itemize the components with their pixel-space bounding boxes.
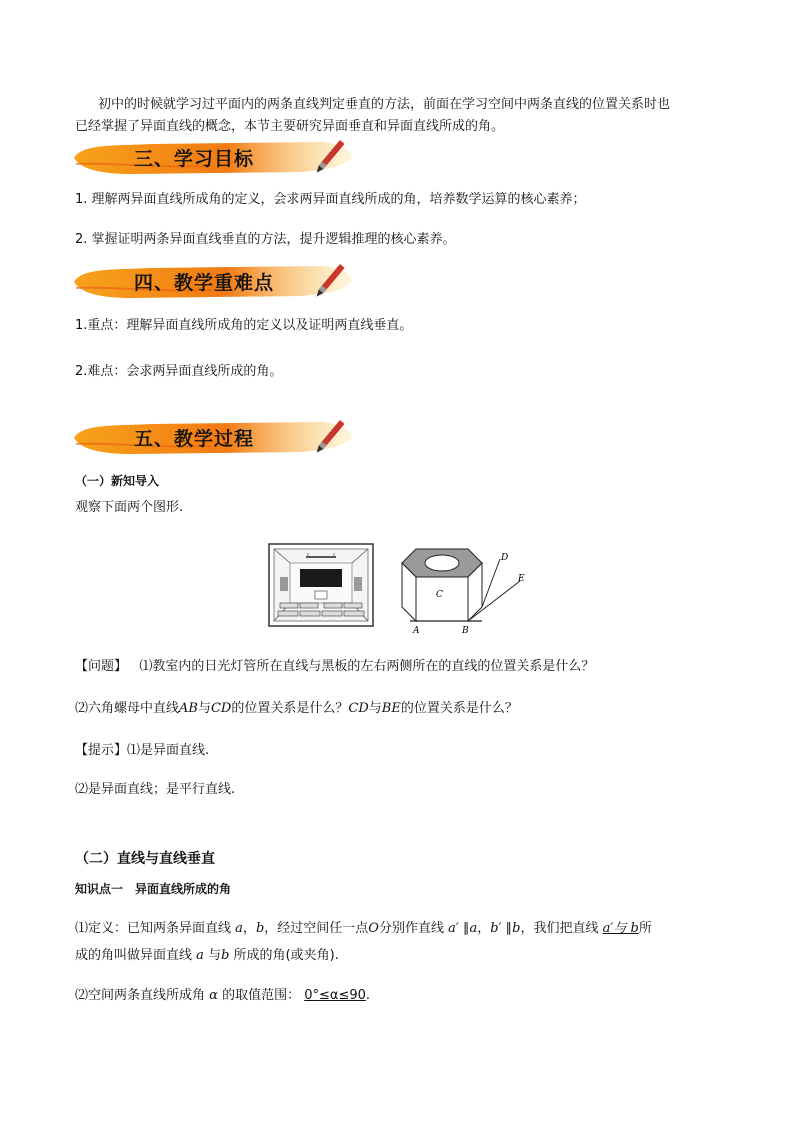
hint-line-1 [75,740,209,762]
part1-heading: （一）新知导入 [75,474,160,488]
def-text: ， [477,921,491,936]
label-c: C [436,590,443,600]
def-text: ∥ [505,921,513,936]
label-b: B [462,626,469,636]
def-var: b [255,921,265,936]
label-a: A [413,626,420,636]
goal-item-1: 1. 理解两异面直线所成角的定义，会求两异面直线所成的角，培养数学运算的核心素养； [75,192,586,207]
def-underlined: a′与 b [602,921,639,936]
label-e: E [518,574,525,584]
classroom-figure [268,543,374,627]
range-text: . [365,988,371,1003]
blackboard [300,569,342,587]
question-1: ⑴教室内的日光灯管所在直线与黑板的左右两侧所在的直线的位置关系是什么？ [139,659,595,674]
def-var: a [235,921,243,936]
def-text: ，我们把直线 [520,921,599,936]
q2-text: 与 [368,701,382,716]
question-line-2 [75,698,518,720]
observe-text: 观察下面两个图形. [75,500,184,515]
q2-text: ⑵六角螺母中直线 [75,701,180,716]
definition-line-2 [75,945,339,967]
question-line-1 [75,656,594,678]
q2-be: BE [381,701,401,716]
def-text: ， [242,921,256,936]
q2-cd: CD [348,701,369,716]
q2-text: 的位置关系是什么？ [400,701,518,716]
def-var: b [512,921,521,936]
hint-1: ⑴是异面直线. [127,743,210,758]
range-text: 的取值范围： [222,988,301,1003]
def-text: 所 [638,921,652,936]
def-text: 分别作直线 [378,921,444,936]
q2-text: 的位置关系是什么？ [231,701,349,716]
range-line [75,985,370,1007]
label-d: D [501,553,509,563]
line-cd [482,559,500,607]
section-banner-keypoints [72,262,372,302]
keypoint-item-2: 2.难点：会求两异面直线所成的角。 [75,364,283,379]
def-var: O [368,921,379,936]
knowledge-point-heading: 知识点一 异面直线所成的角 [75,882,232,896]
part2-heading: （二）直线与直线垂直 [75,851,215,867]
q2-ab: AB [179,701,198,716]
def-var: b′ [490,921,502,936]
goal-item-2: 2. 掌握证明两条异面直线垂直的方法，提升逻辑推理的核心素养。 [75,232,456,247]
intro-line-2: 已经掌握了异面直线的概念，本节主要研究异面垂直和异面直线所成的角。 [75,119,505,134]
section-title-goals: 三、学习目标 [134,148,255,170]
def-var: a [196,948,204,963]
def-var: a [469,921,478,936]
def-var: a′ [448,921,459,936]
def-text: ，经过空间任一点 [264,921,369,936]
hint-2: ⑵是异面直线；是平行直线. [75,782,236,797]
def-text: 成的角叫做异面直线 [75,948,193,963]
section-title-keypoints: 四、教学重难点 [134,272,275,294]
keypoint-item-1: 1.重点：理解异面直线所成角的定义以及证明两直线垂直。 [75,318,413,333]
q2-cd: CD [210,701,232,716]
def-text: ⑴定义：已知两条异面直线 [75,921,232,936]
q2-text: 与 [197,701,211,716]
range-value: 0°≤α≤90 [304,988,366,1003]
hint-tag: 【提示】 [75,743,128,758]
section-banner-process [72,418,372,458]
intro-line-1: 初中的时候就学习过平面内的两条直线判定垂直的方法，前面在学习空间中两条直线的位置关系时也 [98,97,671,112]
def-text: ∥ [462,921,470,936]
definition-line-1 [75,918,652,940]
question-tag: 【问题】 [75,659,128,674]
range-text: ⑵空间两条直线所成角 [75,988,206,1003]
range-var: α [209,988,218,1003]
section-banner-goals [72,138,372,178]
hex-nut-figure [396,545,536,637]
def-var: b [221,948,230,963]
section-title-process: 五、教学过程 [134,428,255,450]
def-text: 与 [208,948,222,963]
def-text: 所成的角(或夹角). [233,948,339,963]
